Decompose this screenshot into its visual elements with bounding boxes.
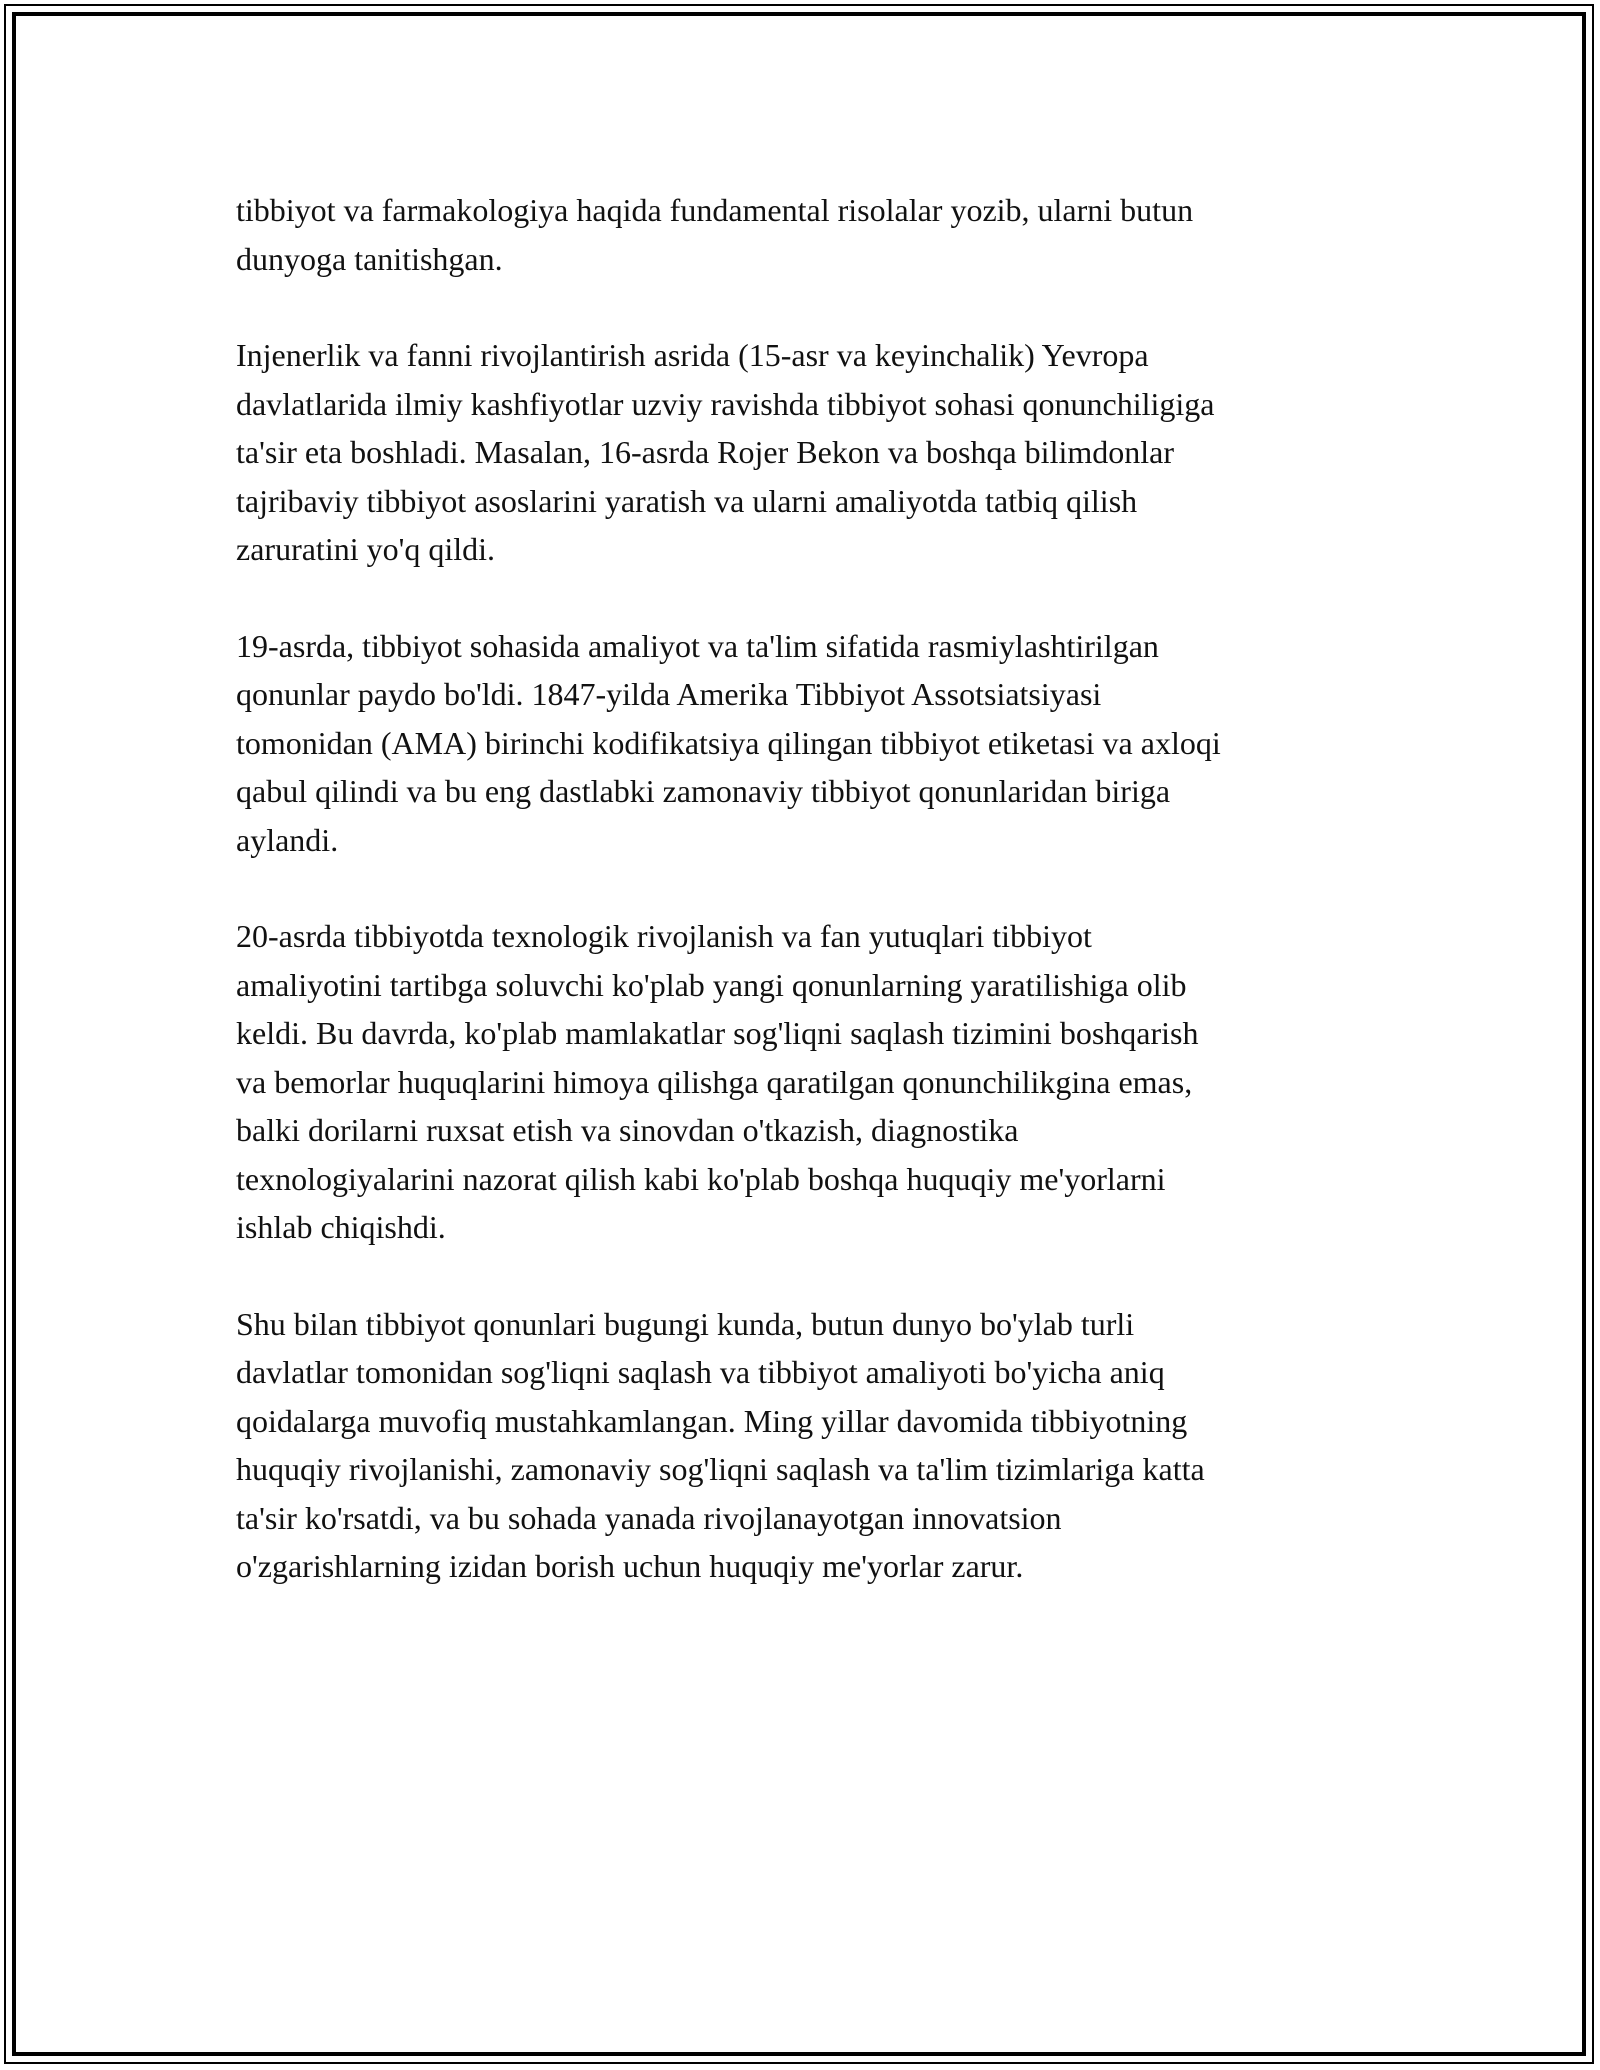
paragraph-20th-century: 20-asrda tibbiyotda texnologik rivojlanish va fan yutuqlari tibbiyot amaliyotini tartibga soluvchi ko'plab yangi qonunlarning yaratilishiga olib keldi. Bu davrda, ko'plab mamlakatlar sog'liqni saqlash tizimini boshqarish va bemorlar huquqlarini himoya qilishga qaratilgan qonunchilikgina emas, balki dorilarni ruxsat etish va sinovdan o'tkazish, diagnostika texnologiyalarini nazorat qilish kabi ko'plab boshqa huquqiy me'yorlarni ishlab chiqishdi. [236,918,1199,1245]
paragraph-19th-century: 19-asrda, tibbiyot sohasida amaliyot va ta'lim sifatida rasmiylashtirilgan qonunlar paydo bo'ldi. 1847-yilda Amerika Tibbiyot Assotsiatsiyasi tomonidan (AMA) birinchi kodifikatsiya qilingan tibbiyot etiketasi va axloqi qabul qilindi va bu eng dastlabki zamonaviy tibbiyot qonunlaridan biriga aylandi. [236,627,1221,858]
document-body [236,186,1376,1639]
paragraph-medicine-treatises: tibbiyot va farmakologiya haqida fundamental risolalar yozib, ularni butun dunyoga tanitishgan. [236,192,1194,277]
paragraph-conclusion: Shu bilan tibbiyot qonunlari bugungi kunda, butun dunyo bo'ylab turli davlatlar tomonidan sog'liqni saqlash va tibbiyot amaliyoti bo'yicha aniq qoidalarga muvofiq mustahkamlangan. Ming yillar davomida tibbiyotning huquqiy rivojlanishi, zamonaviy sog'liqni saqlash va ta'lim tizimlariga katta ta'sir ko'rsatdi, va bu sohada yanada rivojlanayotgan innovatsion o'zgarishlarning izidan borish uchun huquqiy me'yorlar zarur. [236,1305,1205,1584]
paragraph-engineering-era: Injenerlik va fanni rivojlantirish asrida (15-asr va keyinchalik) Yevropa davlatlarida ilmiy kashfiyotlar uzviy ravishda tibbiyot sohasi qonunchiligiga ta'sir eta boshladi. Masalan, 16-asrda Rojer Bekon va boshqa bilimdonlar tajribaviy tibbiyot asoslarini yaratish va ularni amaliyotda tatbiq qilish zaruratini yo'q qildi. [236,337,1215,567]
